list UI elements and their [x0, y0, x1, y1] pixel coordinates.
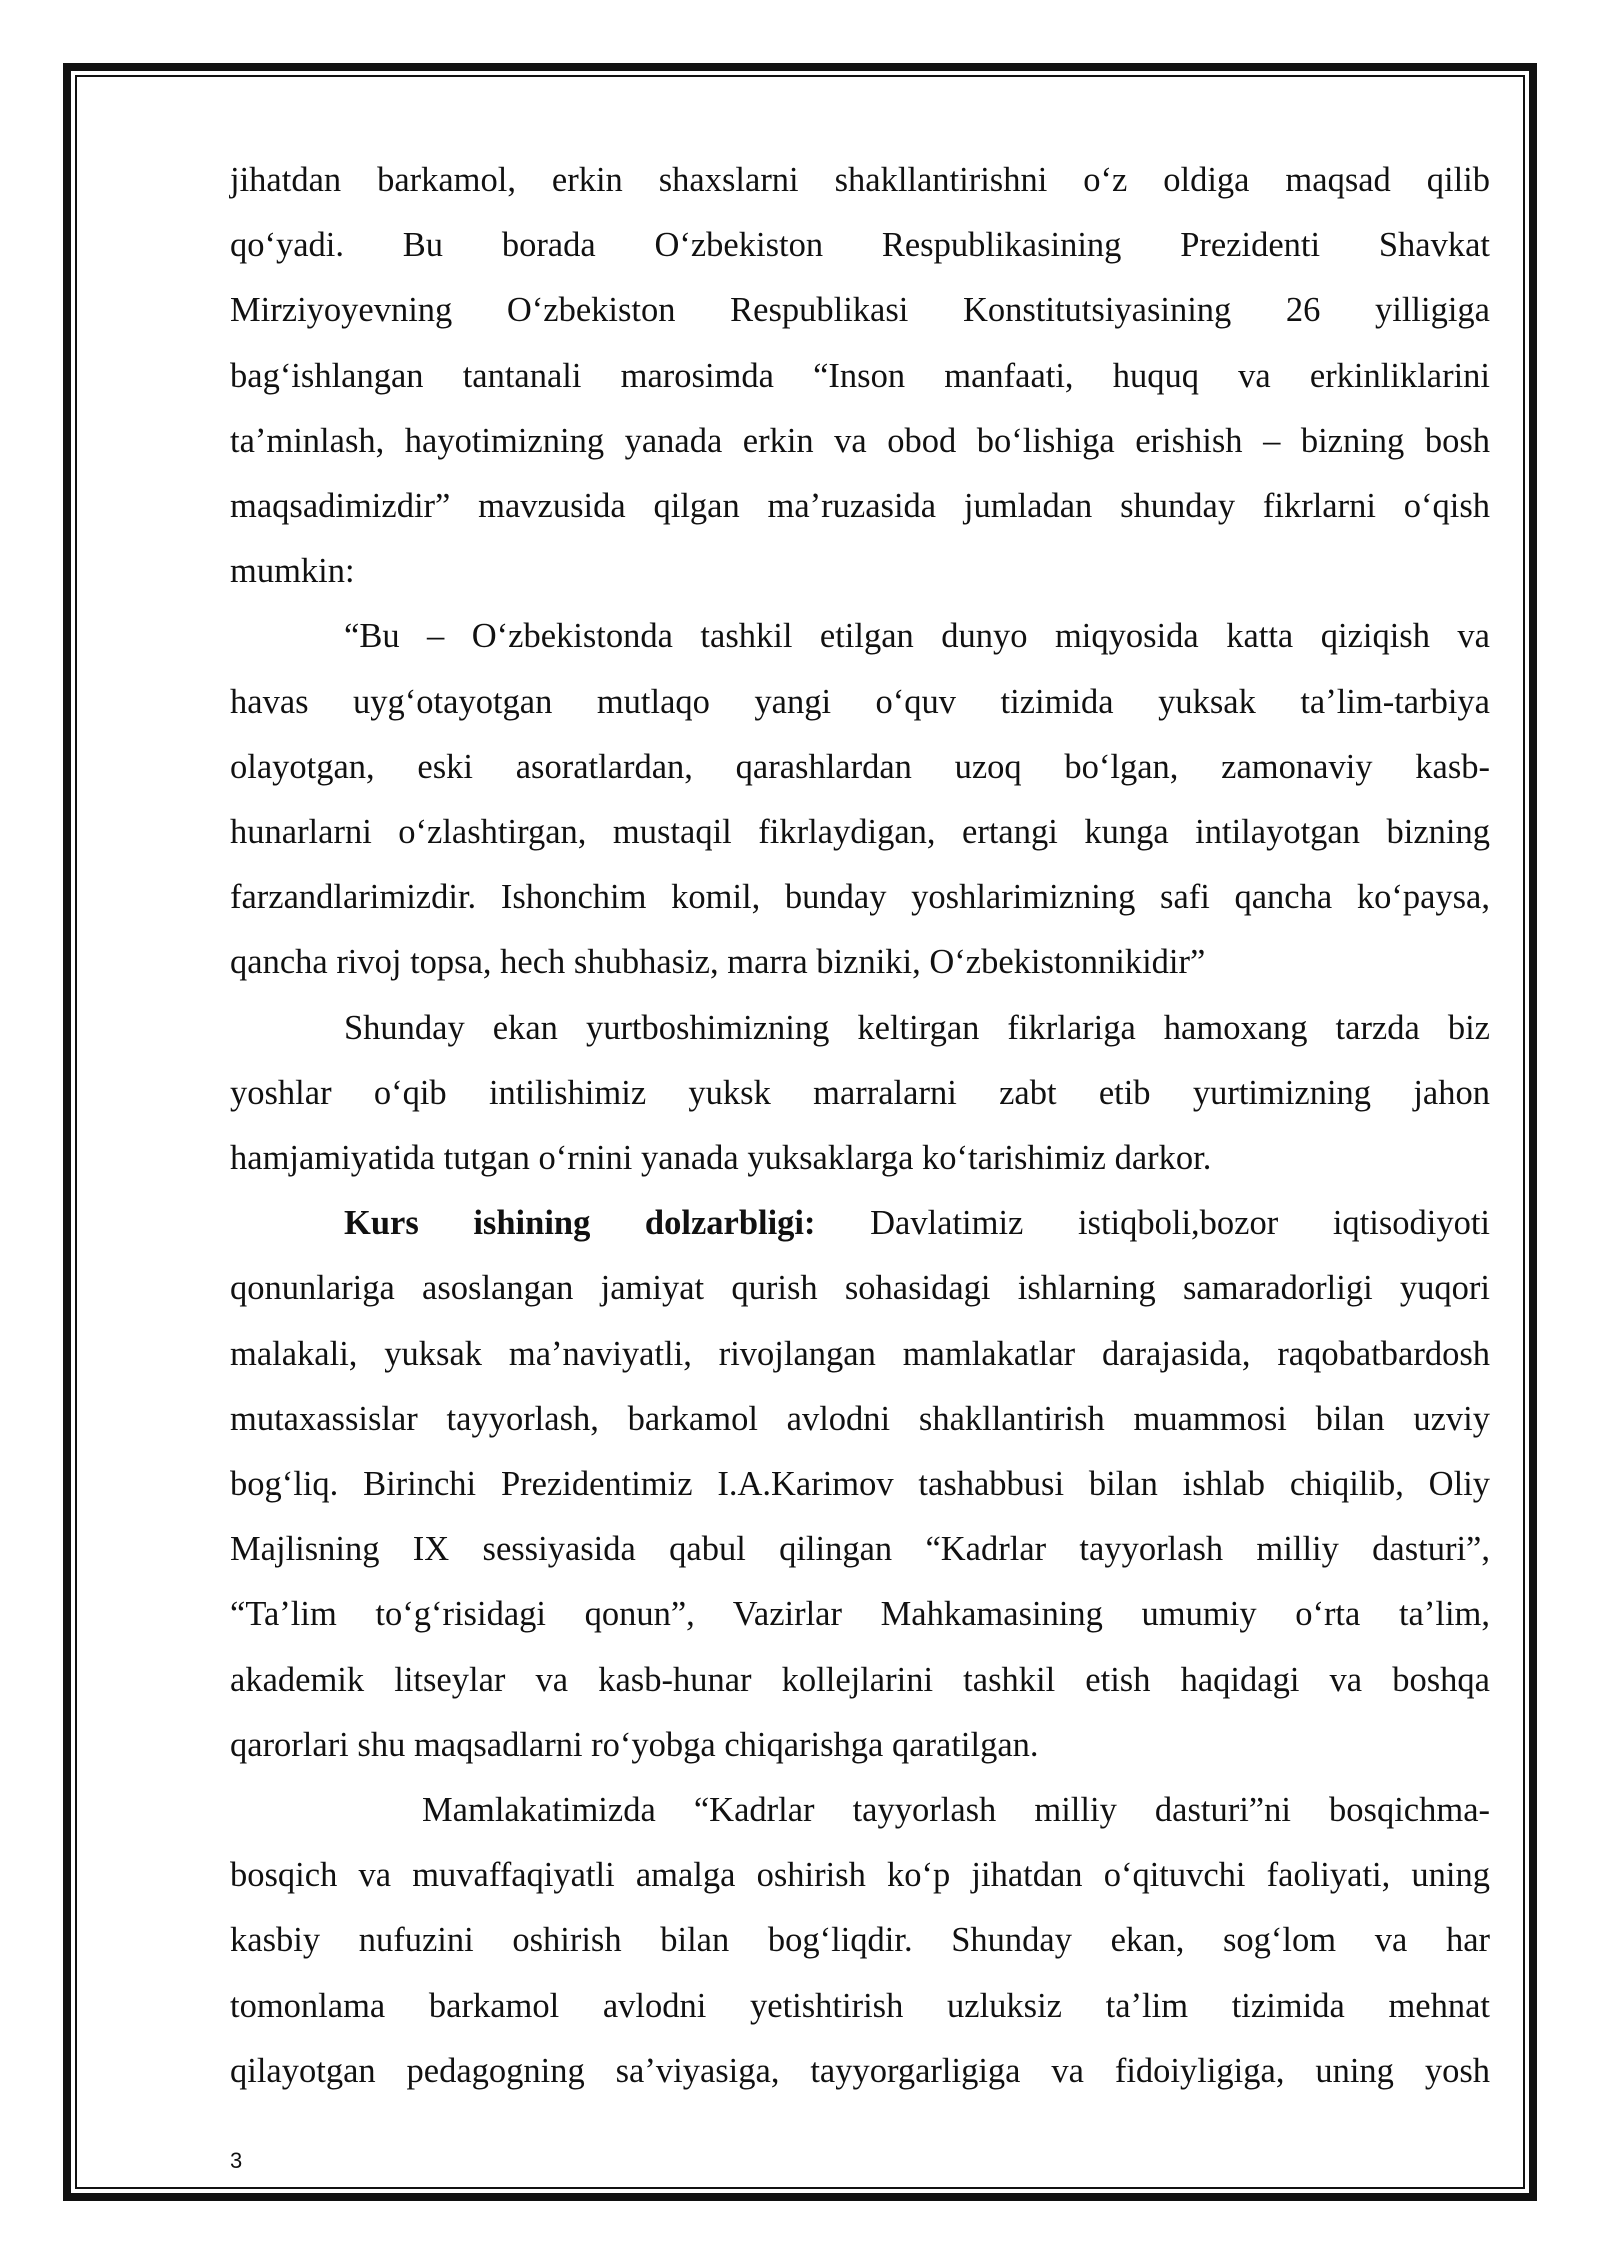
text-line: olayotgan, eski asoratlardan, qarashlardan uzoq boʻlgan, zamonaviy kasb- [230, 747, 1490, 786]
text-line: qarorlari shu maqsadlarni roʻyobga chiqarishga qaratilgan. [230, 1725, 1039, 1764]
text-line: havas uygʻotayotgan mutlaqo yangi oʻquv tizimida yuksak taʼlim-tarbiya [230, 682, 1490, 721]
text-line: Mirziyoyevning Oʻzbekiston Respublikasi Konstitutsiyasining 26 yilligiga [230, 291, 1490, 330]
text-line: bagʻishlangan tantanali marosimda “Inson manfaati, huquq va erkinliklarini [230, 356, 1490, 395]
page-number: 3 [230, 2148, 243, 2173]
text-line: qonunlariga asoslangan jamiyat qurish sohasidagi ishlarning samaradorligi yuqori [230, 1269, 1490, 1308]
paragraph-3 [230, 996, 1490, 1192]
text-line: hunarlarni oʻzlashtirgan, mustaqil fikrlaydigan, ertangi kunga intilayotgan bizning [230, 813, 1490, 852]
text-line: qilayotgan pedagogning saʼviyasiga, tayyorgarligiga va fidoiyligiga, uning yosh [230, 2051, 1490, 2090]
text-line [230, 1191, 1490, 1256]
paragraph-5 [230, 1778, 1490, 2104]
text-line: bogʻliq. Birinchi Prezidentimiz I.A.Karimov tashabbusi bilan ishlab chiqilib, Oliy [230, 1465, 1490, 1504]
text-line: mumkin: [230, 552, 355, 591]
text-line: jihatdan barkamol, erkin shaxslarni shakllantirishni oʻz oldiga maqsad qilib [230, 161, 1490, 199]
text-line: taʼminlash, hayotimizning yanada erkin va obod boʻlishiga erishish – bizning bosh [230, 421, 1490, 460]
text-line: bosqich va muvaffaqiyatli amalga oshirish koʻp jihatdan oʻqituvchi faoliyati, uning [230, 1856, 1490, 1895]
text-line: Mamlakatimizda “Kadrlar tayyorlash milliy dasturi”ni bosqichma- [422, 1791, 1490, 1830]
text-line: farzandlarimizdir. Ishonchim komil, bunday yoshlarimizning safi qancha koʻpaysa, [230, 878, 1490, 917]
text-line: malakali, yuksak maʼnaviyatli, rivojlangan mamlakatlar darajasida, raqobatbardosh [230, 1334, 1490, 1373]
text-line: qancha rivoj topsa, hech shubhasiz, marra bizniki, Oʻzbekistonnikidir” [230, 943, 1206, 982]
text-fragment: Davlatimiz istiqboli,bozor iqtisodiyoti [870, 1204, 1491, 1243]
text-line: maqsadimizdir” mavzusida qilgan maʼruzasida jumladan shunday fikrlarni oʻqish [230, 487, 1490, 526]
text-line: qoʻyadi. Bu borada Oʻzbekiston Respublikasining Prezidenti Shavkat [230, 226, 1490, 265]
paragraph-4-relevance [230, 1191, 1490, 1778]
document-body [230, 148, 1490, 2104]
text-line: kasbiy nufuzini oshirish bilan bogʻliqdir. Shunday ekan, sogʻlom va har [230, 1921, 1490, 1960]
text-line: Shunday ekan yurtboshimizning keltirgan fikrlariga hamoxang tarzda biz [344, 1008, 1490, 1047]
paragraph-1 [230, 148, 1490, 604]
text-line: yoshlar oʻqib intilishimiz yuksk marralarni zabt etib yurtimizning jahon [230, 1073, 1490, 1112]
text-line: Majlisning IX sessiyasida qabul qilingan “Kadrlar tayyorlash milliy dasturi”, [230, 1530, 1490, 1569]
text-line: hamjamiyatida tutgan oʻrnini yanada yuksaklarga koʻtarishimiz darkor. [230, 1139, 1212, 1178]
text-line: “Bu – Oʻzbekistonda tashkil etilgan dunyo miqyosida katta qiziqish va [344, 617, 1490, 656]
paragraph-2-quote [230, 604, 1490, 995]
text-line: “Taʼlim toʻgʻrisidagi qonun”, Vazirlar Mahkamasining umumiy oʻrta taʼlim, [230, 1595, 1490, 1634]
text-line: akademik litseylar va kasb-hunar kollejlarini tashkil etish haqidagi va boshqa [230, 1660, 1490, 1699]
text-line: tomonlama barkamol avlodni yetishtirish uzluksiz taʼlim tizimida mehnat [230, 1986, 1490, 2025]
section-lead-heading: Kurs ishining dolzarbligi: [344, 1204, 816, 1243]
text-line: mutaxassislar tayyorlash, barkamol avlodni shakllantirish muammosi bilan uzviy [230, 1399, 1490, 1438]
